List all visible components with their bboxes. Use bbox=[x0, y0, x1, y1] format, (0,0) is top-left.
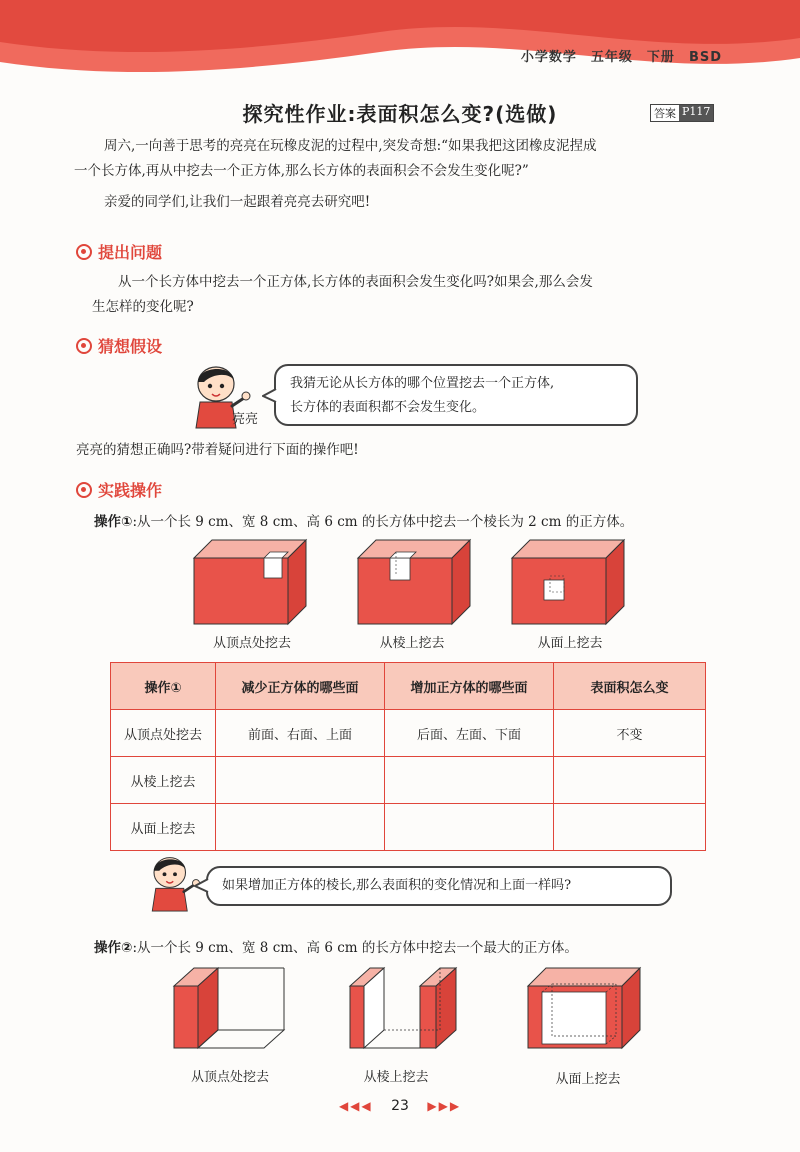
caption-face: 从面上挖去 bbox=[537, 636, 603, 651]
table-cell: 从面上挖去 bbox=[111, 804, 216, 851]
problem-line: 生怎样的变化呢? bbox=[92, 299, 194, 315]
box-edge-max-cut-figure bbox=[346, 966, 466, 1050]
target-icon bbox=[76, 244, 92, 260]
caption-face-2: 从面上挖去 bbox=[555, 1072, 621, 1087]
bubble-tail-icon bbox=[262, 388, 278, 404]
table-cell: 前面、右面、上面 bbox=[216, 710, 385, 757]
table-cell-input[interactable] bbox=[385, 804, 554, 851]
target-icon bbox=[76, 338, 92, 354]
answer-page: P117 bbox=[679, 105, 713, 121]
operations-table bbox=[110, 662, 706, 851]
bubble-tail-icon bbox=[194, 878, 210, 894]
table-row bbox=[111, 757, 706, 804]
page-title: 探究性作业:表面积怎么变?(选做) bbox=[242, 102, 558, 126]
page-number: 23 bbox=[391, 1098, 409, 1114]
table-header-row bbox=[111, 663, 706, 710]
problem-text bbox=[92, 270, 742, 320]
operation-2 bbox=[94, 936, 774, 956]
header-grade: 五年级 bbox=[590, 50, 633, 65]
intro-paragraph bbox=[74, 134, 734, 215]
header-subject: 小学数学 bbox=[520, 50, 577, 65]
header-info bbox=[507, 46, 722, 65]
bubble-line: 我猜无论从长方体的哪个位置挖去一个正方体, bbox=[290, 376, 555, 391]
box-corner-max-cut-figure bbox=[170, 966, 290, 1050]
table-cell: 后面、左面、下面 bbox=[385, 710, 554, 757]
table-header: 增加正方体的哪些面 bbox=[385, 663, 554, 710]
table-header: 操作① bbox=[111, 663, 216, 710]
intro-line: 一个长方体,再从中挖去一个正方体,那么长方体的表面积会不会发生变化呢?” bbox=[74, 163, 529, 179]
speech-bubble-question: 如果增加正方体的棱长,那么表面积的变化情况和上面一样吗? bbox=[206, 866, 672, 906]
table-header: 表面积怎么变 bbox=[554, 663, 706, 710]
section-hypothesis-title: 猜想假设 bbox=[98, 337, 163, 356]
arrow-left-icon: ◀◀◀ bbox=[338, 1099, 373, 1113]
op2-text: :从一个长 9 cm、宽 8 cm、高 6 cm 的长方体中挖去一个最大的正方体。 bbox=[132, 940, 578, 956]
caption-edge: 从棱上挖去 bbox=[379, 636, 445, 651]
box-corner-cut-figure bbox=[190, 536, 310, 626]
table-cell-input[interactable] bbox=[554, 804, 706, 851]
caption-corner-2: 从顶点处挖去 bbox=[190, 1070, 269, 1085]
table-cell-input[interactable] bbox=[385, 757, 554, 804]
answer-reference bbox=[650, 104, 714, 122]
section-hypothesis bbox=[76, 334, 162, 357]
problem-line: 从一个长方体中挖去一个正方体,长方体的表面积会发生变化吗?如果会,那么会发 bbox=[118, 274, 593, 290]
table-cell: 从顶点处挖去 bbox=[111, 710, 216, 757]
table-row bbox=[111, 710, 706, 757]
section-problem-title: 提出问题 bbox=[98, 243, 163, 262]
intro-line: 亲爱的同学们,让我们一起跟着亮亮去研究吧! bbox=[104, 194, 371, 210]
box-edge-cut-figure bbox=[354, 536, 474, 626]
answer-label: 答案 bbox=[651, 105, 679, 121]
op2-label: 操作② bbox=[94, 940, 133, 956]
table-cell: 从棱上挖去 bbox=[111, 757, 216, 804]
table-header: 减少正方体的哪些面 bbox=[216, 663, 385, 710]
table-cell-input[interactable] bbox=[216, 804, 385, 851]
table-cell-input[interactable] bbox=[216, 757, 385, 804]
op1-label: 操作① bbox=[94, 514, 133, 530]
section-practice-title: 实践操作 bbox=[98, 481, 163, 500]
header-term: 下册 bbox=[646, 50, 675, 65]
section-practice bbox=[76, 478, 162, 501]
table-cell: 不变 bbox=[554, 710, 706, 757]
caption-edge-2: 从棱上挖去 bbox=[363, 1070, 429, 1085]
caption-corner: 从顶点处挖去 bbox=[212, 636, 291, 651]
intro-line: 周六,一向善于思考的亮亮在玩橡皮泥的过程中,突发奇想:“如果我把这团橡皮泥捏成 bbox=[104, 138, 597, 154]
bubble-line: 长方体的表面积都不会发生变化。 bbox=[290, 400, 486, 415]
verify-text: 亮亮的猜想正确吗?带着疑问进行下面的操作吧! bbox=[76, 442, 359, 458]
target-icon bbox=[76, 482, 92, 498]
speech-bubble-hypothesis bbox=[274, 364, 638, 426]
table-cell-input[interactable] bbox=[554, 757, 706, 804]
table-row bbox=[111, 804, 706, 851]
box-face-cut-figure bbox=[508, 536, 628, 626]
page-footer bbox=[0, 1098, 800, 1114]
header-edition: BSD bbox=[688, 50, 722, 65]
section-problem bbox=[76, 240, 162, 263]
header-band bbox=[0, 0, 800, 80]
op1-text: :从一个长 9 cm、宽 8 cm、高 6 cm 的长方体中挖去一个棱长为 2 cm 的正方体。 bbox=[132, 514, 634, 530]
arrow-right-icon: ▶▶▶ bbox=[427, 1099, 462, 1113]
box-face-max-cut-figure bbox=[524, 966, 644, 1050]
character-name: 亮亮 bbox=[232, 412, 259, 427]
operation-1 bbox=[94, 510, 774, 530]
